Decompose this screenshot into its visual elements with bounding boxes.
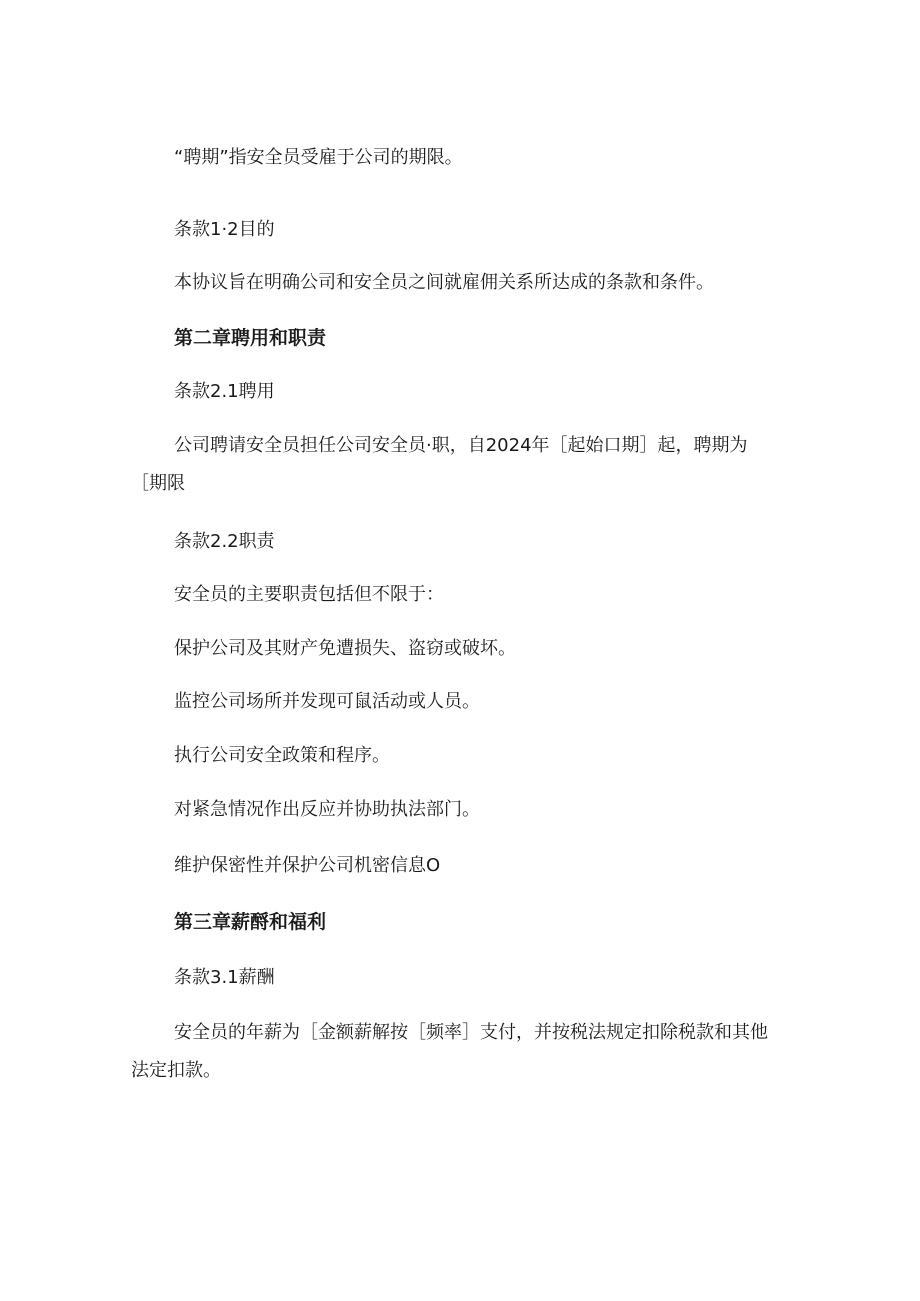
clause-heading-3-1: 条款3.1薪酬 — [174, 967, 275, 988]
duty-item: 执行公司安全政策和程序。 — [174, 745, 390, 766]
duty-item: 对紧急情况作出反应并协助执法部门。 — [174, 799, 480, 820]
clause-heading-2-1: 条款2.1聘用 — [174, 381, 275, 402]
duty-item: 监控公司场所并发现可鼠活动或人员。 — [174, 691, 480, 712]
paragraph-salary: 安全员的年薪为［金额薪解按［频率］支付，并按税法规定扣除税款和其他法定扣款。 — [131, 1022, 768, 1081]
paragraph-employment: 公司聘请安全员担任公司安全员·职，自2024年［起始口期］起，聘期为［期限 — [131, 435, 748, 494]
paragraph-purpose: 本协议旨在明确公司和安全员之间就雇佣关系所达成的条款和条件。 — [174, 272, 714, 293]
duty-item: 维护保密性并保护公司机密信息O — [174, 855, 441, 876]
paragraph-term-definition: “聘期”指安全员受雇于公司的期限。 — [174, 147, 463, 168]
clause-heading-2-2: 条款2.2职责 — [174, 531, 275, 552]
paragraph-duties-intro: 安全员的主要职责包括但不限于： — [174, 584, 444, 605]
chapter-heading-2: 第二章聘用和职责 — [174, 327, 327, 349]
duty-item: 保护公司及其财产免遭损失、盗窃或破坏。 — [174, 638, 516, 659]
chapter-heading-3: 第三章薪酹和福利 — [174, 911, 327, 933]
clause-heading-1-2: 条款1·2目的 — [174, 219, 275, 240]
